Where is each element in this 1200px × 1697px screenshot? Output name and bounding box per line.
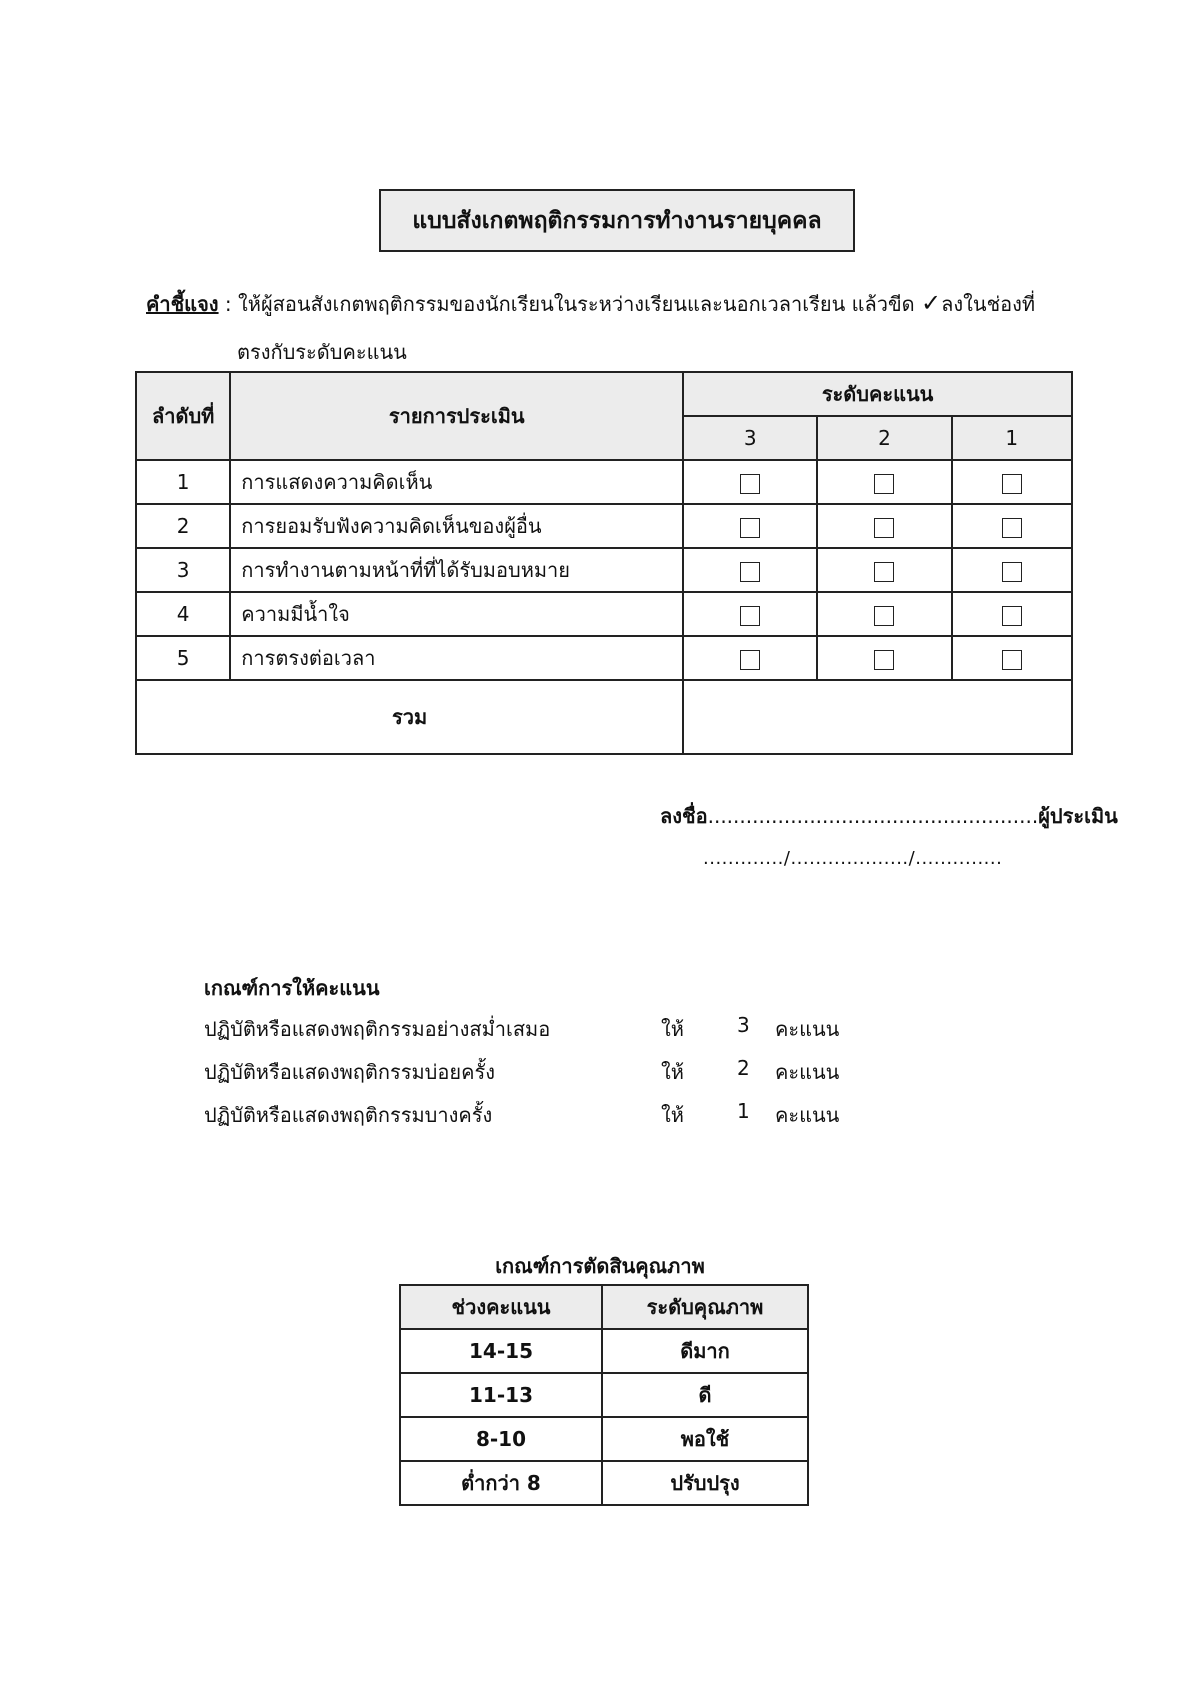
rubric-points: 1 — [737, 1099, 750, 1123]
instruction — [146, 288, 1035, 319]
rubric-unit: คะแนน — [775, 1017, 840, 1041]
quality-range: 14-15 — [400, 1329, 602, 1373]
header-score-level: 2 — [817, 416, 951, 460]
row-criteria: ความมีน้ำใจ — [230, 592, 683, 636]
signature-dots: .................................................... — [707, 804, 1039, 828]
quality-table — [399, 1284, 809, 1506]
rubric-give: ให้ — [661, 1017, 684, 1041]
rubric-unit: คะแนน — [775, 1060, 840, 1084]
rubric-title: เกณฑ์การให้คะแนน — [204, 976, 380, 1000]
table-row — [400, 1373, 808, 1417]
header-score-level: 1 — [952, 416, 1072, 460]
total-value-cell[interactable] — [683, 680, 1072, 754]
score-checkbox[interactable] — [874, 562, 894, 582]
instruction-text: ให้ผู้สอนสังเกตพฤติกรรมของนักเรียนในระหว่างเรียนและนอกเวลาเรียน แล้วขีด — [238, 292, 915, 316]
quality-header-level: ระดับคุณภาพ — [602, 1285, 808, 1329]
evaluation-table — [135, 371, 1073, 755]
table-row — [400, 1461, 808, 1505]
signature-suffix: ผู้ประเมิน — [1038, 804, 1118, 828]
score-checkbox[interactable] — [874, 606, 894, 626]
row-no: 5 — [136, 636, 230, 680]
instruction-separator: : — [218, 292, 239, 316]
row-criteria: การแสดงความคิดเห็น — [230, 460, 683, 504]
instruction-label: คำชี้แจง — [146, 292, 219, 316]
table-row — [400, 1417, 808, 1461]
score-checkbox[interactable] — [874, 474, 894, 494]
instruction-line2: ตรงกับระดับคะแนน — [237, 340, 407, 364]
total-label: รวม — [136, 680, 683, 754]
quality-header-range: ช่วงคะแนน — [400, 1285, 602, 1329]
score-checkbox[interactable] — [1002, 650, 1022, 670]
header-no: ลำดับที่ — [136, 372, 230, 460]
quality-title: เกณฑ์การตัดสินคุณภาพ — [495, 1254, 705, 1278]
rubric-text: ปฏิบัติหรือแสดงพฤติกรรมอย่างสม่ำเสมอ — [204, 1017, 551, 1041]
date-line: ............./.................../.............. — [703, 848, 1003, 869]
rubric-give: ให้ — [661, 1103, 684, 1127]
table-row — [136, 504, 1072, 548]
checkmark-icon: ✓ — [921, 289, 942, 317]
quality-range: 11-13 — [400, 1373, 602, 1417]
header-score: ระดับคะแนน — [683, 372, 1072, 416]
row-no: 2 — [136, 504, 230, 548]
score-checkbox[interactable] — [1002, 518, 1022, 538]
score-checkbox[interactable] — [740, 562, 760, 582]
table-row — [136, 592, 1072, 636]
score-checkbox[interactable] — [874, 518, 894, 538]
total-row — [136, 680, 1072, 754]
instruction-text-end: ลงในช่องที่ — [941, 292, 1036, 316]
row-no: 1 — [136, 460, 230, 504]
rubric-text: ปฏิบัติหรือแสดงพฤติกรรมบ่อยครั้ง — [204, 1060, 495, 1084]
table-row — [136, 636, 1072, 680]
rubric-text: ปฏิบัติหรือแสดงพฤติกรรมบางครั้ง — [204, 1103, 493, 1127]
header-score-level: 3 — [683, 416, 817, 460]
quality-level: ดี — [602, 1373, 808, 1417]
score-checkbox[interactable] — [874, 650, 894, 670]
row-criteria: การยอมรับฟังความคิดเห็นของผู้อื่น — [230, 504, 683, 548]
quality-level: ดีมาก — [602, 1329, 808, 1373]
score-checkbox[interactable] — [740, 474, 760, 494]
score-checkbox[interactable] — [740, 650, 760, 670]
score-checkbox[interactable] — [1002, 562, 1022, 582]
row-no: 3 — [136, 548, 230, 592]
quality-level: พอใช้ — [602, 1417, 808, 1461]
table-row — [136, 460, 1072, 504]
table-row — [136, 548, 1072, 592]
row-no: 4 — [136, 592, 230, 636]
quality-level: ปรับปรุง — [602, 1461, 808, 1505]
form-title: แบบสังเกตพฤติกรรมการทำงานรายบุคคล — [379, 189, 855, 252]
row-criteria: การทำงานตามหน้าที่ที่ได้รับมอบหมาย — [230, 548, 683, 592]
row-criteria: การตรงต่อเวลา — [230, 636, 683, 680]
rubric-unit: คะแนน — [775, 1103, 840, 1127]
signature-line — [660, 800, 1118, 832]
score-checkbox[interactable] — [1002, 474, 1022, 494]
header-criteria: รายการประเมิน — [230, 372, 683, 460]
score-checkbox[interactable] — [740, 606, 760, 626]
score-checkbox[interactable] — [1002, 606, 1022, 626]
table-row — [400, 1329, 808, 1373]
score-checkbox[interactable] — [740, 518, 760, 538]
signature-prefix: ลงชื่อ — [660, 804, 708, 828]
quality-range: 8-10 — [400, 1417, 602, 1461]
quality-range: ต่ำกว่า 8 — [400, 1461, 602, 1505]
rubric-give: ให้ — [661, 1060, 684, 1084]
rubric-points: 2 — [737, 1056, 750, 1080]
rubric-points: 3 — [737, 1013, 750, 1037]
